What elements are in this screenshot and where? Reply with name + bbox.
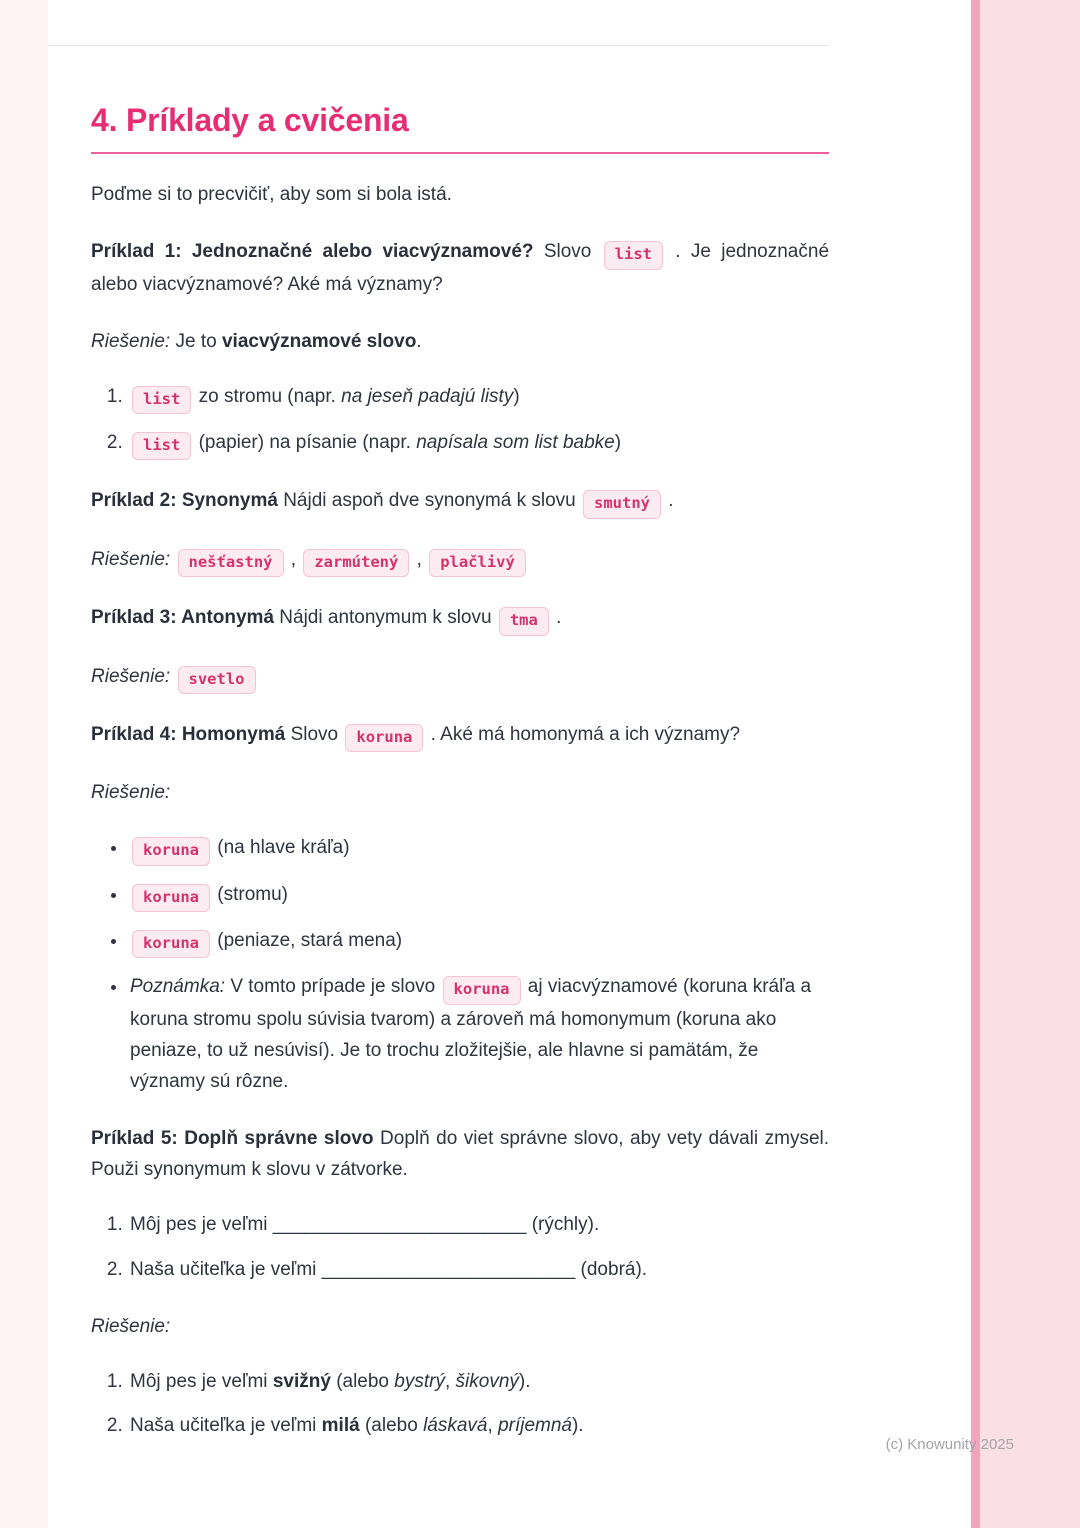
solution-alt: láskavá: [423, 1415, 488, 1437]
list-item: [128, 428, 829, 460]
solution-label: Riešenie:: [91, 782, 171, 804]
code-tag-koruna: koruna: [132, 930, 210, 958]
solution-word: svižný: [272, 1370, 331, 1392]
example3-heading: Príklad 3: Antonymá: [91, 607, 275, 629]
example2-heading: Príklad 2: Synonymá: [91, 490, 278, 512]
copyright-credit: (c) Knowunity 2025: [885, 1436, 1014, 1453]
example4-heading: Príklad 4: Homonymá: [91, 723, 286, 745]
example1-solution: [91, 327, 829, 358]
section-title: 4. Príklady a cvičenia: [91, 102, 409, 138]
code-tag-list: list: [132, 386, 191, 414]
example1-solution-pre: Je to: [175, 330, 217, 352]
code-tag-koruna: koruna: [443, 976, 521, 1004]
solution-alt-pre: (alebo: [364, 1415, 418, 1437]
page-edge-accent: [971, 0, 980, 1528]
meaning-text: zo stromu (napr.: [198, 385, 336, 407]
example2-task-text: Nájdi aspoň dve synonymá k slovu: [283, 490, 576, 512]
solution-alt-pre: (alebo: [336, 1370, 390, 1392]
list-item: [128, 833, 829, 865]
meaning-end: ): [513, 385, 520, 407]
solution-end: ).: [571, 1415, 584, 1437]
separator-comma: ,: [416, 548, 422, 570]
example1-heading: Príklad 1: Jednoznačné alebo viacvýznamové?: [91, 241, 534, 263]
note-pre: V tomto prípade je slovo: [230, 976, 436, 998]
meaning-text: (na hlave kráľa): [217, 837, 350, 859]
code-tag-synonym: zarmútený: [303, 549, 409, 577]
page-left-margin: [0, 0, 48, 1528]
meaning-example: na jeseň padajú listy: [341, 385, 514, 407]
code-tag-koruna: koruna: [345, 724, 423, 752]
example3-solution: [91, 662, 829, 694]
code-tag-synonym: nešťastný: [178, 549, 284, 577]
solution-pre: Môj pes je veľmi: [130, 1370, 268, 1392]
example5-solution-label: [91, 1312, 829, 1343]
solution-label: Riešenie:: [91, 665, 171, 687]
note-item: [128, 972, 829, 1097]
example1-task: [91, 237, 829, 300]
example1-solution-end: .: [416, 330, 422, 352]
example3-task-text: Nájdi antonymum k slovu: [279, 607, 492, 629]
note-post: aj viacvýznamové (koruna kráľa a koruna stromu spolu súvisia tvarom) a zároveň má homonymum (koruna ako peniaze, to už nesúvisí). Je to trochu zložitejšie, ale hlavne si pamätám, že významy sú rôzne.: [130, 976, 812, 1092]
example4-question: . Aké má homonymá a ich významy?: [430, 723, 741, 745]
solution-end: ).: [518, 1370, 531, 1392]
example5-task-text: Doplň do viet správne slovo, aby vety dávali zmysel. Použi synonymum k slovu v zátvorke.: [91, 1127, 830, 1180]
example3-task-end: .: [556, 607, 562, 629]
meaning-text: (peniaze, stará mena): [217, 930, 403, 952]
blank-sentence: 2. Naša učiteľka je veľmi ________________________ (dobrá).: [128, 1255, 829, 1286]
code-tag-koruna: koruna: [132, 837, 210, 865]
example2-task: [91, 486, 829, 518]
meaning-example: napísala som list babke: [416, 432, 615, 454]
title-underline: [91, 152, 829, 154]
example5-heading: Príklad 5: Doplň správne slovo: [91, 1127, 374, 1149]
solution-alt: šikovný: [455, 1370, 519, 1392]
meaning-text: (stromu): [217, 883, 289, 905]
example5-task: [91, 1124, 829, 1186]
example4-meanings-list: [91, 833, 829, 1097]
solution-label: Riešenie:: [91, 330, 171, 352]
list-item: [128, 926, 829, 958]
solution-pre: Naša učiteľka je veľmi: [130, 1415, 317, 1437]
note-label: Poznámka:: [130, 976, 226, 998]
intro-paragraph: Poďme si to precvičiť, aby som si bola istá.: [91, 184, 452, 206]
example1-meanings-list: [91, 382, 829, 461]
example5-blanks-list: [91, 1210, 829, 1286]
solution-sep: ,: [487, 1415, 499, 1437]
example4-solution-label: [91, 778, 829, 809]
meaning-end: ): [614, 432, 622, 454]
example2-task-end: .: [668, 490, 674, 512]
example4-lead: Slovo: [290, 723, 339, 745]
code-tag-koruna: koruna: [132, 884, 210, 912]
example1-solution-bold: viacvýznamové slovo: [221, 330, 417, 352]
code-tag-smutny: smutný: [583, 490, 661, 518]
meaning-text: (papier) na písanie (napr.: [198, 432, 411, 454]
solution-sentence: [128, 1367, 829, 1398]
example5-solutions-list: [91, 1367, 829, 1443]
code-tag-synonym: plačlivý: [429, 549, 526, 577]
example2-solution: [91, 545, 829, 577]
solution-label: Riešenie:: [91, 1315, 171, 1337]
list-item: [128, 880, 829, 912]
document-content: [91, 0, 829, 1442]
list-item: [128, 382, 829, 414]
example1-lead: Slovo: [543, 241, 592, 263]
solution-sentence: [128, 1411, 829, 1442]
example1-question: . Je jednoznačné alebo viacvýznamové? Aké má významy?: [91, 241, 830, 295]
solution-label: Riešenie:: [91, 548, 171, 570]
solution-alt: bystrý: [394, 1370, 445, 1392]
page-right-margin: [980, 0, 1080, 1528]
separator-comma: ,: [290, 548, 297, 570]
example4-task: [91, 720, 829, 752]
code-tag-list: list: [132, 432, 191, 460]
solution-word: milá: [321, 1415, 360, 1437]
solution-sep: ,: [444, 1370, 456, 1392]
solution-alt: príjemná: [498, 1415, 572, 1437]
blank-sentence: 1. Môj pes je veľmi ________________________ (rýchly).: [128, 1210, 829, 1241]
code-tag-tma: tma: [499, 607, 549, 635]
code-tag-list: list: [604, 241, 663, 269]
example3-task: [91, 603, 829, 635]
code-tag-antonym: svetlo: [178, 666, 256, 694]
